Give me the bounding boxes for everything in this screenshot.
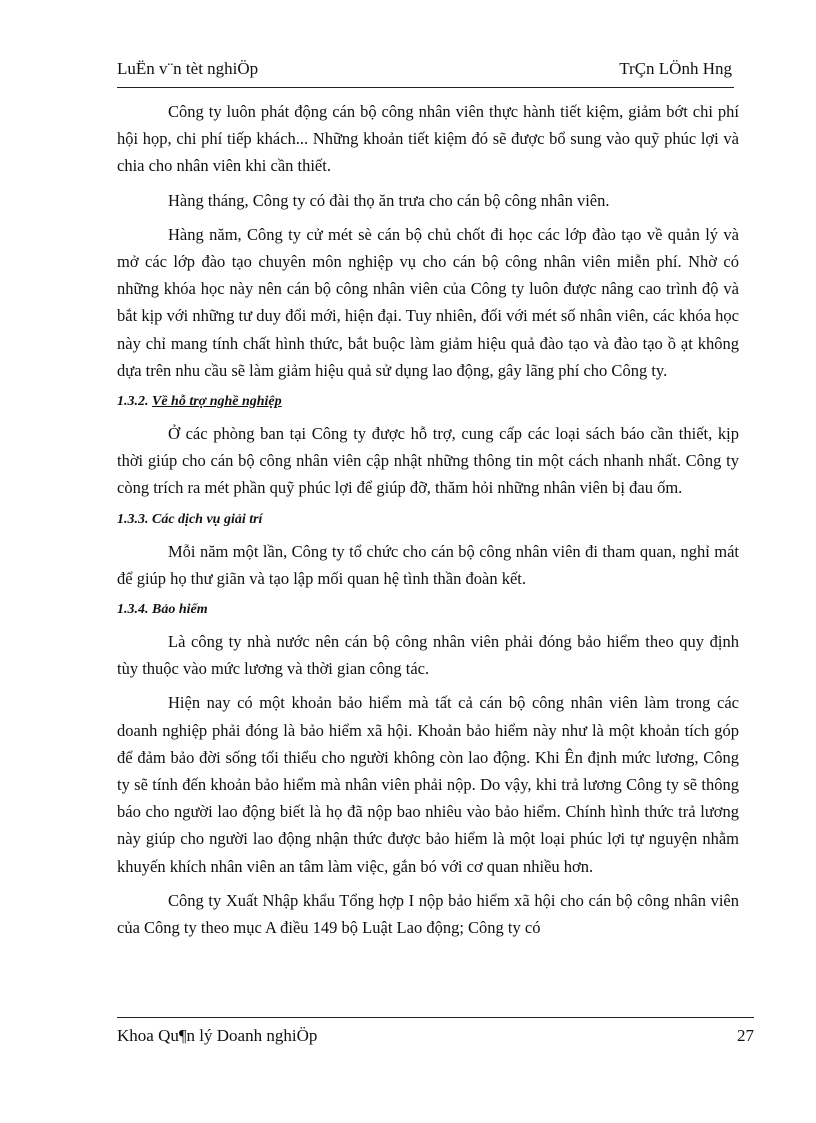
paragraph-company-insurance: Công ty Xuất Nhập khẩu Tổng hợp I nộp bảo hiểm xã hội cho cán bộ công nhân viên của Công ty theo mục A điều 149 bộ Luật Lao động; Công ty có: [117, 890, 739, 938]
paragraph-saving-policy: Công ty luôn phát động cán bộ công nhân viên thực hành tiết kiệm, giảm bớt chi phí hội họp, chi phí tiếp khách... Những khoản tiết kiệm đó sẽ được bổ sung vào quỹ phúc lợi và chia cho nhân viên khi cần thiết.: [117, 102, 739, 176]
footer-faculty: Khoa Qu¶n lý Doanh nghiÖp: [117, 1026, 318, 1045]
section-heading-1-3-4: 1.3.4. Bảo hiểm: [117, 602, 208, 618]
paragraph-lunch-allowance: Hàng tháng, Công ty có đài thọ ăn trưa cho cán bộ công nhân viên.: [168, 190, 610, 210]
paragraph-insurance-obligation: Là công ty nhà nước nên cán bộ công nhân viên phải đóng bảo hiểm theo quy định tùy thuộc vào mức lương và thời gian công tác.: [117, 632, 739, 679]
page-number: 27: [737, 1026, 754, 1045]
section-title: Về hỗ trợ nghề nghiệp: [152, 394, 282, 410]
header-author-name: TrÇn LÖnh Hng: [619, 59, 732, 78]
section-heading-1-3-2: [117, 391, 739, 413]
paragraph-social-insurance: Hiện nay có một khoản bảo hiểm mà tất cả cán bộ công nhân viên làm trong các doanh nghiệp phải đóng là bảo hiểm xã hội. Khoản bảo hiểm này như là một khoản tích góp để đảm bảo đời sống tối thiểu cho người không còn lao động. Khi Ên định mức lương, Công ty sẽ tính đến khoản bảo hiểm mà nhân viên phải nộp. Do vậy, khi trả lương Công ty sẽ thông báo cho người lao động biết là họ đã nộp bao nhiêu vào bảo hiểm. Chính hình thức trả lương này giúp cho người lao động nhận thức được bảo hiểm là một loại phúc lợi tự nguyện nhằm khuyến khích nhân viên an tâm làm việc, gắn bó với cơ quan nhiều hơn.: [117, 693, 739, 876]
paragraph-recreation: Mỗi năm một lần, Công ty tổ chức cho cán bộ công nhân viên đi tham quan, nghỉ mát để giúp họ thư giãn và tạo lập mối quan hệ tình thần đoàn kết.: [117, 541, 739, 588]
paragraph-professional-support: Ở các phòng ban tại Công ty được hỗ trợ, cung cấp các loại sách báo cần thiết, kịp thời giúp cho cán bộ công nhân viên cập nhật những thông tin một cách nhanh nhất. Công ty còng trích ra mét phần quỹ phúc lợi để giúp đỡ, thăm hỏi những nhân viên bị đau ốm.: [117, 424, 739, 498]
section-number: 1.3.2.: [117, 394, 149, 410]
section-heading-1-3-3: 1.3.3. Các dịch vụ giải trí: [117, 511, 263, 527]
header-thesis-title: LuËn v¨n tèt nghiÖp: [117, 59, 259, 78]
page-footer: [117, 1017, 754, 1048]
document-body: [117, 98, 739, 941]
paragraph-training: Hàng năm, Công ty cử mét sè cán bộ chủ chốt đi học các lớp đào tạo về quản lý và mở các lớp đào tạo chuyên môn nghiệp vụ cho cán bộ công nhân viên miễn phí. Nhờ có những khóa học này nên cán bộ công nhân viên của Công ty luôn được nâng cao trình độ và bắt kịp với những tư duy đổi mới, hiện đại. Tuy nhiên, đối với mét số nhân viên, các khóa học này chỉ mang tính chất hình thức, bắt buộc làm giảm hiệu quả đào tạo và đào tạo ồ ạt không dựa trên nhu cầu sẽ làm giảm hiệu quả sử dụng lao động, gây lãng phí cho Công ty.: [117, 224, 739, 380]
page-header: [117, 57, 734, 88]
